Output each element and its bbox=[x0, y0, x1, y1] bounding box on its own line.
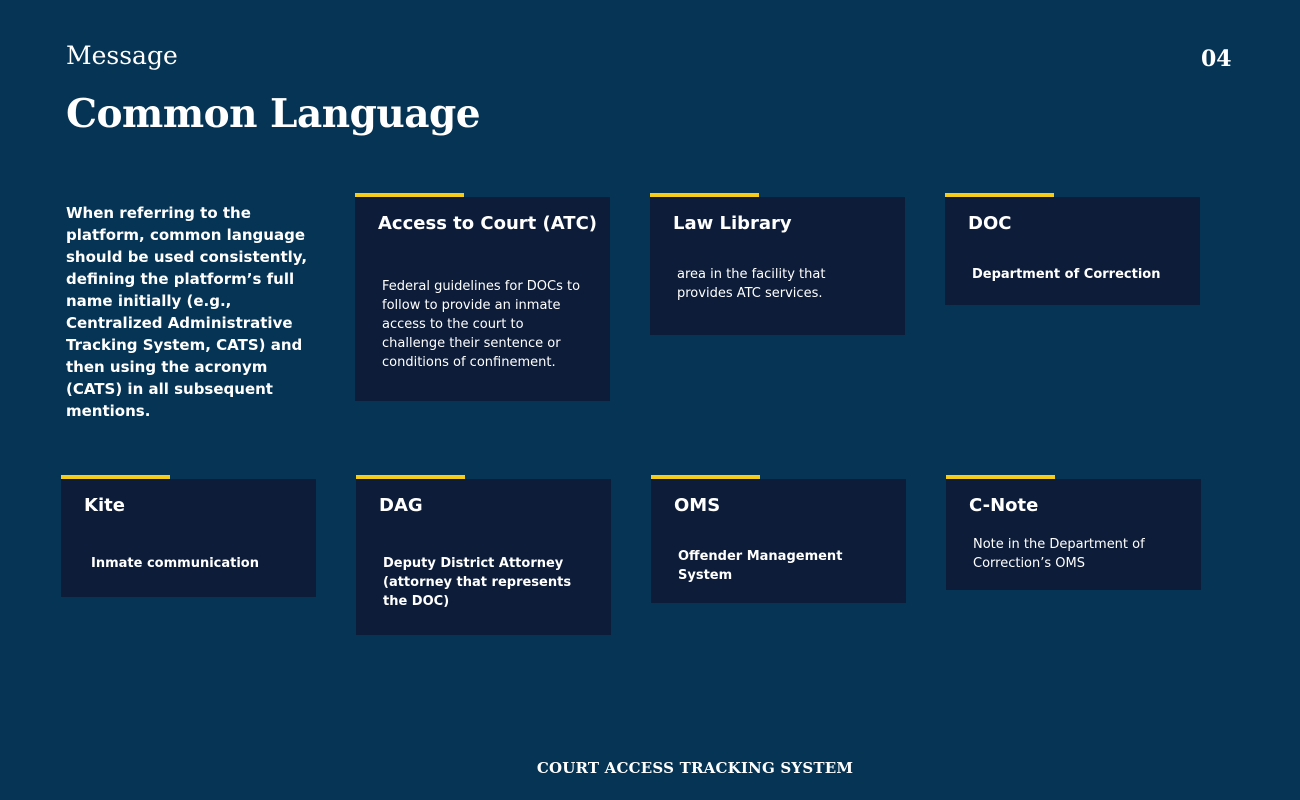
card-accent-bar bbox=[61, 475, 170, 479]
card-accent-bar bbox=[356, 475, 465, 479]
term-card-kite bbox=[61, 479, 316, 597]
term-definition: Federal guidelines for DOCs to follow to provide an inmate access to the court to challenge their sentence or conditions of confinement. bbox=[382, 279, 581, 370]
term-definition: Note in the Department of Correction’s OMS bbox=[973, 537, 1145, 571]
term-title: DOC bbox=[968, 213, 1012, 234]
term-card-oms bbox=[651, 479, 906, 603]
term-card-doc bbox=[945, 197, 1200, 305]
card-accent-bar bbox=[945, 193, 1054, 197]
term-card-c-note bbox=[946, 479, 1201, 590]
card-accent-bar bbox=[651, 475, 760, 479]
term-title: Access to Court (ATC) bbox=[378, 213, 598, 234]
term-card-atc bbox=[355, 197, 610, 401]
term-title: OMS bbox=[674, 495, 721, 516]
intro-text: When referring to the platform, common language should be used consistently, defining the platform’s full name initially (e.g., Centralized Administrative Tracking System, CATS) and then using the acronym (CATS) in all subsequent mentions. bbox=[66, 204, 308, 420]
card-accent-bar bbox=[355, 193, 464, 197]
term-title: Kite bbox=[84, 495, 125, 516]
term-definition: Offender Management System bbox=[678, 549, 843, 583]
term-definition: Deputy District Attorney (attorney that represents the DOC) bbox=[383, 556, 572, 609]
term-title: Law Library bbox=[673, 213, 792, 234]
card-accent-bar bbox=[946, 475, 1055, 479]
card-accent-bar bbox=[650, 193, 759, 197]
page-number: 04 bbox=[1201, 46, 1232, 72]
page-title: Common Language bbox=[66, 91, 481, 137]
footer-brand: COURT ACCESS TRACKING SYSTEM bbox=[536, 759, 854, 777]
term-definition: Department of Correction bbox=[972, 267, 1161, 282]
term-definition: area in the facility that provides ATC services. bbox=[677, 267, 826, 301]
term-card-law-library bbox=[650, 197, 905, 335]
term-card-dag bbox=[356, 479, 611, 635]
term-title: DAG bbox=[379, 495, 423, 516]
term-definition: Inmate communication bbox=[91, 556, 259, 571]
term-title: C-Note bbox=[969, 495, 1039, 516]
section-label: Message bbox=[66, 41, 178, 70]
